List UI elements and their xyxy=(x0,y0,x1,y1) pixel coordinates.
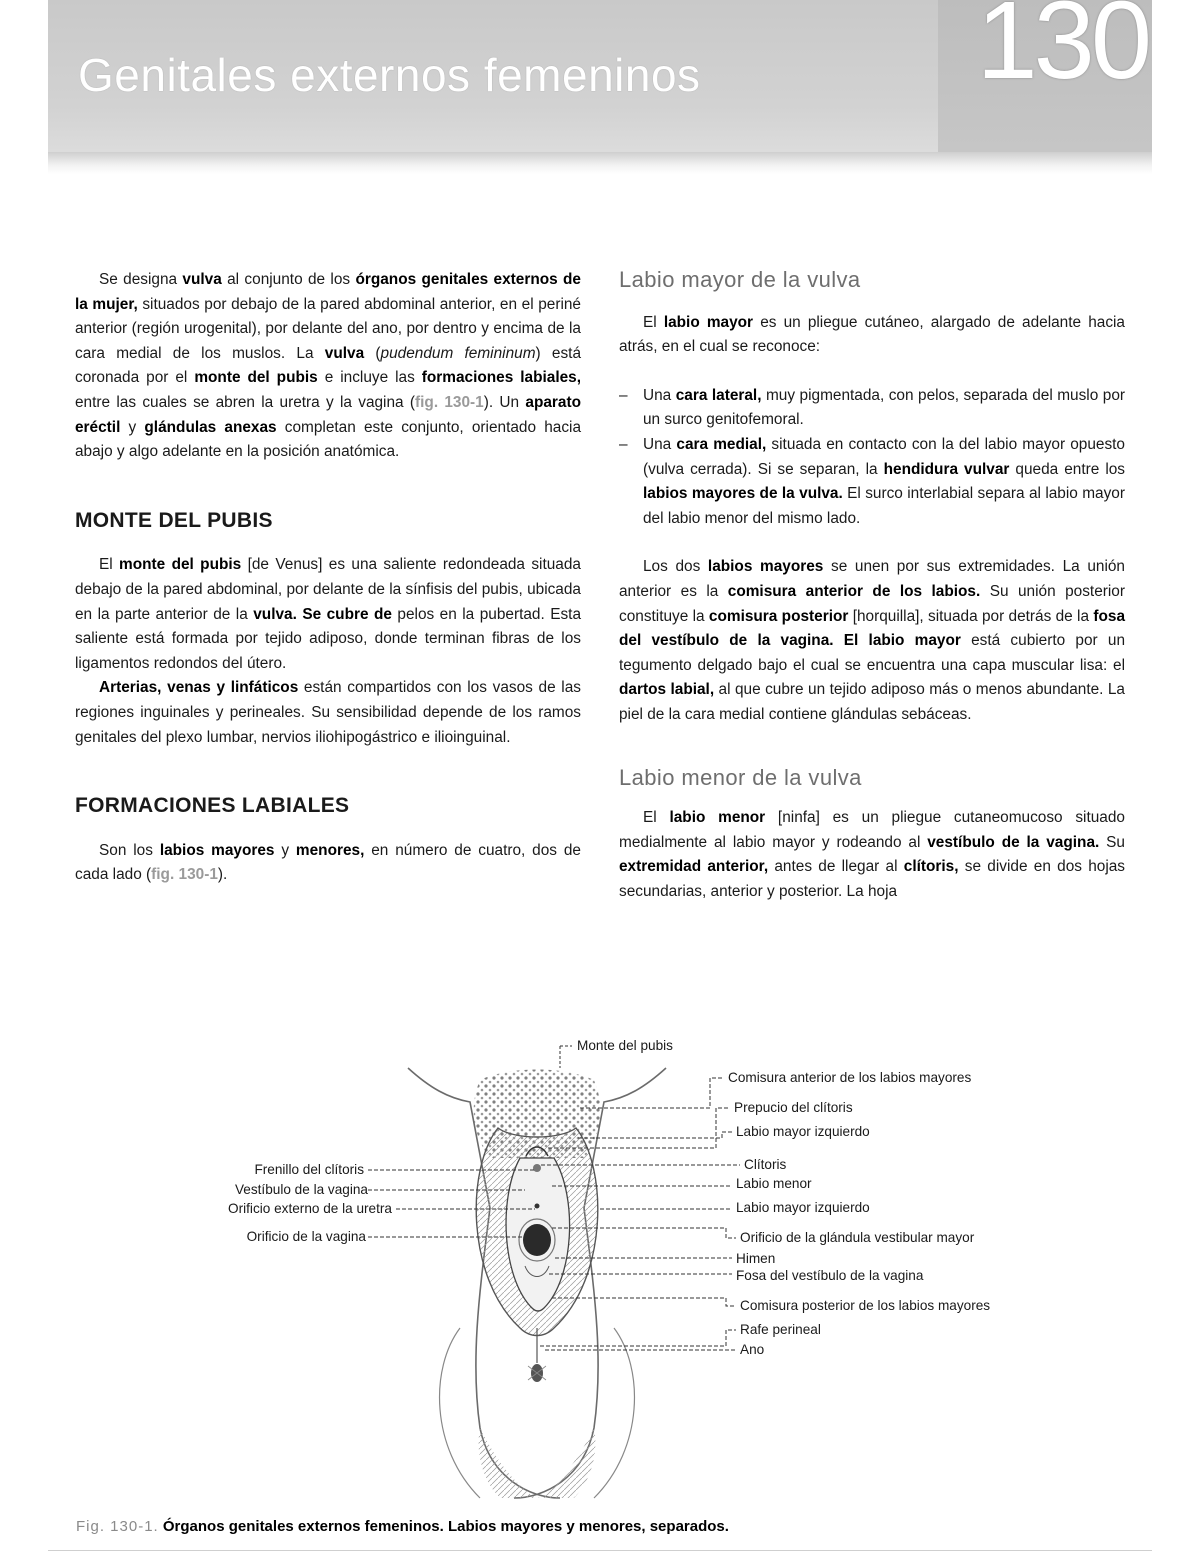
figure-number: Fig. 130-1. xyxy=(76,1518,159,1535)
chapter-number: 130 xyxy=(976,0,1148,102)
label-himen: Himen xyxy=(736,1251,776,1266)
vulva-illustration xyxy=(180,1028,1060,1508)
monte-paragraph-2: Arterias, venas y linfáticos están compartidos con los vasos de las regiones inguinales y perineales. Su sensibilidad depende de los ramos genitales del plexo lumbar, nervios iliohipogástrico e ilioinguinal. xyxy=(75,679,581,746)
label-fosa-vestibulo: Fosa del vestíbulo de la vagina xyxy=(736,1268,924,1283)
label-orificio-vagina: Orificio de la vagina xyxy=(246,1229,366,1244)
label-clitoris: Clítoris xyxy=(744,1157,787,1172)
left-column xyxy=(75,268,581,888)
label-ano: Ano xyxy=(740,1342,765,1357)
labiales-paragraph: Son los labios mayores y menores, en número de cuatro, dos de cada lado (fig. 130-1). xyxy=(75,841,581,884)
label-vestibulo-vagina: Vestíbulo de la vagina xyxy=(234,1182,368,1197)
label-comisura-posterior: Comisura posterior de los labios mayores xyxy=(740,1298,991,1313)
chapter-title: Genitales externos femeninos xyxy=(78,49,701,101)
label-prepucio-clitoris: Prepucio del clítoris xyxy=(734,1100,853,1115)
monte-paragraph-1: El monte del pubis [de Venus] es una saliente redondeada situada debajo de la pared abdominal, por delante de la sínfisis del pubis, ubicada en la parte anterior de la vulva. Se cubre de pelos en la pubertad. Esta saliente está formada por tejido adiposo, donde terminan fibras de los ligamentos redondos del útero. xyxy=(75,556,581,672)
label-monte-del-pubis: Monte del pubis xyxy=(577,1038,673,1053)
label-comisura-anterior: Comisura anterior de los labios mayores xyxy=(728,1070,972,1085)
anatomical-figure xyxy=(180,1028,1060,1508)
labio-mayor-paragraph-2: Los dos labios mayores se unen por sus extremidades. La unión anterior es la comisura anterior de los labios. Su unión posterior constituye la comisura posterior [horquilla], situada por detrás de la fosa del vestíbulo de la vagina. El labio mayor está cubierto por un tegumento delgado bajo el cual se encuentra una capa muscular lisa: el dartos labial, al que cubre un tejido adiposo más o menos abundante. La piel de la cara medial contiene glándulas sebáceas. xyxy=(619,558,1126,723)
label-rafe-perineal: Rafe perineal xyxy=(740,1322,821,1337)
subsection-heading-labio-mayor: Labio mayor de la vulva xyxy=(619,267,861,292)
figure-reference-link[interactable]: fig. 130-1 xyxy=(151,866,218,884)
section-heading-labiales: FORMACIONES LABIALES xyxy=(75,794,350,818)
header-shadow xyxy=(48,152,1152,174)
list-item: – Una cara medial, situada en contacto con la del labio mayor opuesto (vulva cerrada). Si se separan, la hendidura vulvar queda entre los labios mayores de la vulva. El surco interlabial separa al labio mayor del labio menor del mismo lado. xyxy=(619,433,1125,531)
label-labio-mayor-izquierdo-2: Labio mayor izquierdo xyxy=(736,1200,870,1215)
section-heading-monte: MONTE DEL PUBIS xyxy=(75,508,273,532)
labio-mayor-faces-list xyxy=(619,384,1125,532)
label-frenillo-clitoris: Frenillo del clítoris xyxy=(254,1162,364,1177)
label-labio-menor: Labio menor xyxy=(736,1176,812,1191)
labio-mayor-paragraph-1: El labio mayor es un pliegue cutáneo, alargado de adelante hacia atrás, en el cual se reconoce: xyxy=(619,313,1125,356)
label-orificio-glandula-vestibular: Orificio de la glándula vestibular mayor xyxy=(740,1230,975,1245)
figure-reference-link[interactable]: fig. 130-1 xyxy=(415,393,484,411)
figure-caption-text: Órganos genitales externos femeninos. Labios mayores y menores, separados. xyxy=(158,1518,729,1535)
label-labio-mayor-izquierdo-1: Labio mayor izquierdo xyxy=(736,1124,870,1139)
figure-caption xyxy=(76,1518,729,1535)
subsection-heading-labio-menor: Labio menor de la vulva xyxy=(619,764,862,790)
intro-paragraph: Se designa vulva al conjunto de los órganos genitales externos de la mujer, situados por debajo de la pared abdominal anterior, en el periné anterior (región urogenital), por delante del ano, por dentro y encima de la cara medial de los muslos. La vulva (pudendum femininum) está coronada por el monte del pubis e incluye las formaciones labiales, entre las cuales se abren la uretra y la vagina (fig. 130-1). Un aparato eréctil y glándulas anexas completan este conjunto, orientado hacia abajo y algo adelante en la posición anatómica. xyxy=(75,271,582,461)
list-item: – Una cara lateral, muy pigmentada, con pelos, separada del muslo por un surco genitofemoral. xyxy=(619,384,1125,433)
labio-menor-paragraph-1: El labio menor [ninfa] es un pliegue cutaneomucoso situado medialmente al labio mayor y rodeando al vestíbulo de la vagina. Su extremidad anterior, antes de llegar al clítoris, se divide en dos hojas secundarias, anterior y posterior. La hoja xyxy=(619,809,1125,900)
footer-divider xyxy=(48,1550,1152,1551)
right-column xyxy=(619,268,1125,904)
label-orificio-uretra: Orificio externo de la uretra xyxy=(228,1201,392,1216)
